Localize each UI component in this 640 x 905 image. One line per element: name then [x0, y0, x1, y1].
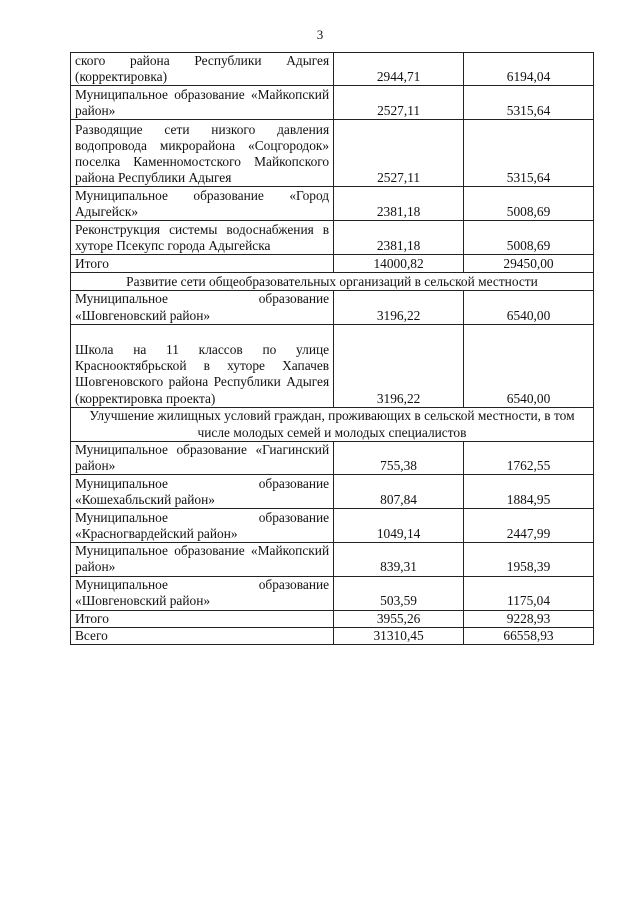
- table-body: [71, 53, 594, 645]
- value-cell-1: 807,84: [334, 475, 464, 509]
- row-name-cell: Муниципальное образование «Шовгеновский район»: [71, 291, 334, 324]
- table-row: [71, 291, 594, 324]
- row-name-cell: Муниципальное образование «Город Адыгейск»: [71, 187, 334, 221]
- table-row: [71, 441, 594, 474]
- value-cell-1: 755,38: [334, 441, 464, 474]
- budget-table: [70, 52, 594, 645]
- value-cell-2: 6540,00: [464, 291, 594, 324]
- value-cell-1: 3196,22: [334, 291, 464, 324]
- value-cell-2: 6194,04: [464, 53, 594, 86]
- table-row: [71, 509, 594, 543]
- table-row: [71, 610, 594, 627]
- value-cell-1: 2527,11: [334, 120, 464, 187]
- section-header-row: [71, 407, 594, 441]
- row-name-cell: Итого: [71, 255, 334, 273]
- table-row: [71, 221, 594, 255]
- value-cell-1: 2944,71: [334, 53, 464, 86]
- row-name-cell: Реконструкция системы водоснабжения в хуторе Псекупс города Адыгейска: [71, 221, 334, 255]
- row-name-cell: Муниципальное образование «Гиагинский район»: [71, 441, 334, 474]
- value-cell-2: 5315,64: [464, 120, 594, 187]
- value-cell-2: 1958,39: [464, 543, 594, 576]
- section-title: Развитие сети общеобразовательных организаций в сельской местности: [71, 273, 594, 291]
- value-cell-2: 5008,69: [464, 221, 594, 255]
- value-cell-2: 66558,93: [464, 627, 594, 644]
- table-row: [71, 86, 594, 120]
- value-cell-2: 5315,64: [464, 86, 594, 120]
- value-cell-2: 6540,00: [464, 324, 594, 407]
- section-title: Улучшение жилищных условий граждан, проживающих в сельской местности, в том числе молодых семей и молодых специалистов: [71, 407, 594, 441]
- value-cell-1: 3196,22: [334, 324, 464, 407]
- value-cell-1: 3955,26: [334, 610, 464, 627]
- table-row: [71, 120, 594, 187]
- table-row: [71, 324, 594, 407]
- value-cell-1: 1049,14: [334, 509, 464, 543]
- value-cell-2: 5008,69: [464, 187, 594, 221]
- row-name-cell: Муниципальное образование «Красногвардейский район»: [71, 509, 334, 543]
- section-header-row: [71, 273, 594, 291]
- table-row: [71, 187, 594, 221]
- table-row: [71, 576, 594, 610]
- row-name-cell: Муниципальное образование «Майкопский район»: [71, 543, 334, 576]
- table-row: [71, 543, 594, 576]
- value-cell-1: 503,59: [334, 576, 464, 610]
- value-cell-1: 2527,11: [334, 86, 464, 120]
- value-cell-2: 2447,99: [464, 509, 594, 543]
- value-cell-1: 14000,82: [334, 255, 464, 273]
- value-cell-2: 9228,93: [464, 610, 594, 627]
- row-name-cell: Муниципальное образование «Шовгеновский район»: [71, 576, 334, 610]
- value-cell-1: 2381,18: [334, 221, 464, 255]
- row-name-cell: Итого: [71, 610, 334, 627]
- row-name-cell: Муниципальное образование «Майкопский район»: [71, 86, 334, 120]
- value-cell-2: 29450,00: [464, 255, 594, 273]
- value-cell-1: 839,31: [334, 543, 464, 576]
- value-cell-2: 1175,04: [464, 576, 594, 610]
- page-number: 3: [316, 27, 324, 42]
- row-name-cell: Разводящие сети низкого давления водопровода микрорайона «Соцгородок» поселка Каменномостского Майкопского района Республики Адыгея: [71, 120, 334, 187]
- row-name-cell: Школа на 11 классов по улице Красноoктябрьской в хуторе Хапачев Шовгеновского района Республики Адыгея (корректировка проекта): [71, 324, 334, 407]
- table-row: [71, 627, 594, 644]
- row-name-cell: Муниципальное образование «Кошехабльский район»: [71, 475, 334, 509]
- row-name-cell: ского района Республики Адыгея (корректировка): [71, 53, 334, 86]
- table-row: [71, 53, 594, 86]
- row-name-cell: Всего: [71, 627, 334, 644]
- table-row: [71, 255, 594, 273]
- value-cell-2: 1762,55: [464, 441, 594, 474]
- table-row: [71, 475, 594, 509]
- value-cell-1: 2381,18: [334, 187, 464, 221]
- value-cell-1: 31310,45: [334, 627, 464, 644]
- value-cell-2: 1884,95: [464, 475, 594, 509]
